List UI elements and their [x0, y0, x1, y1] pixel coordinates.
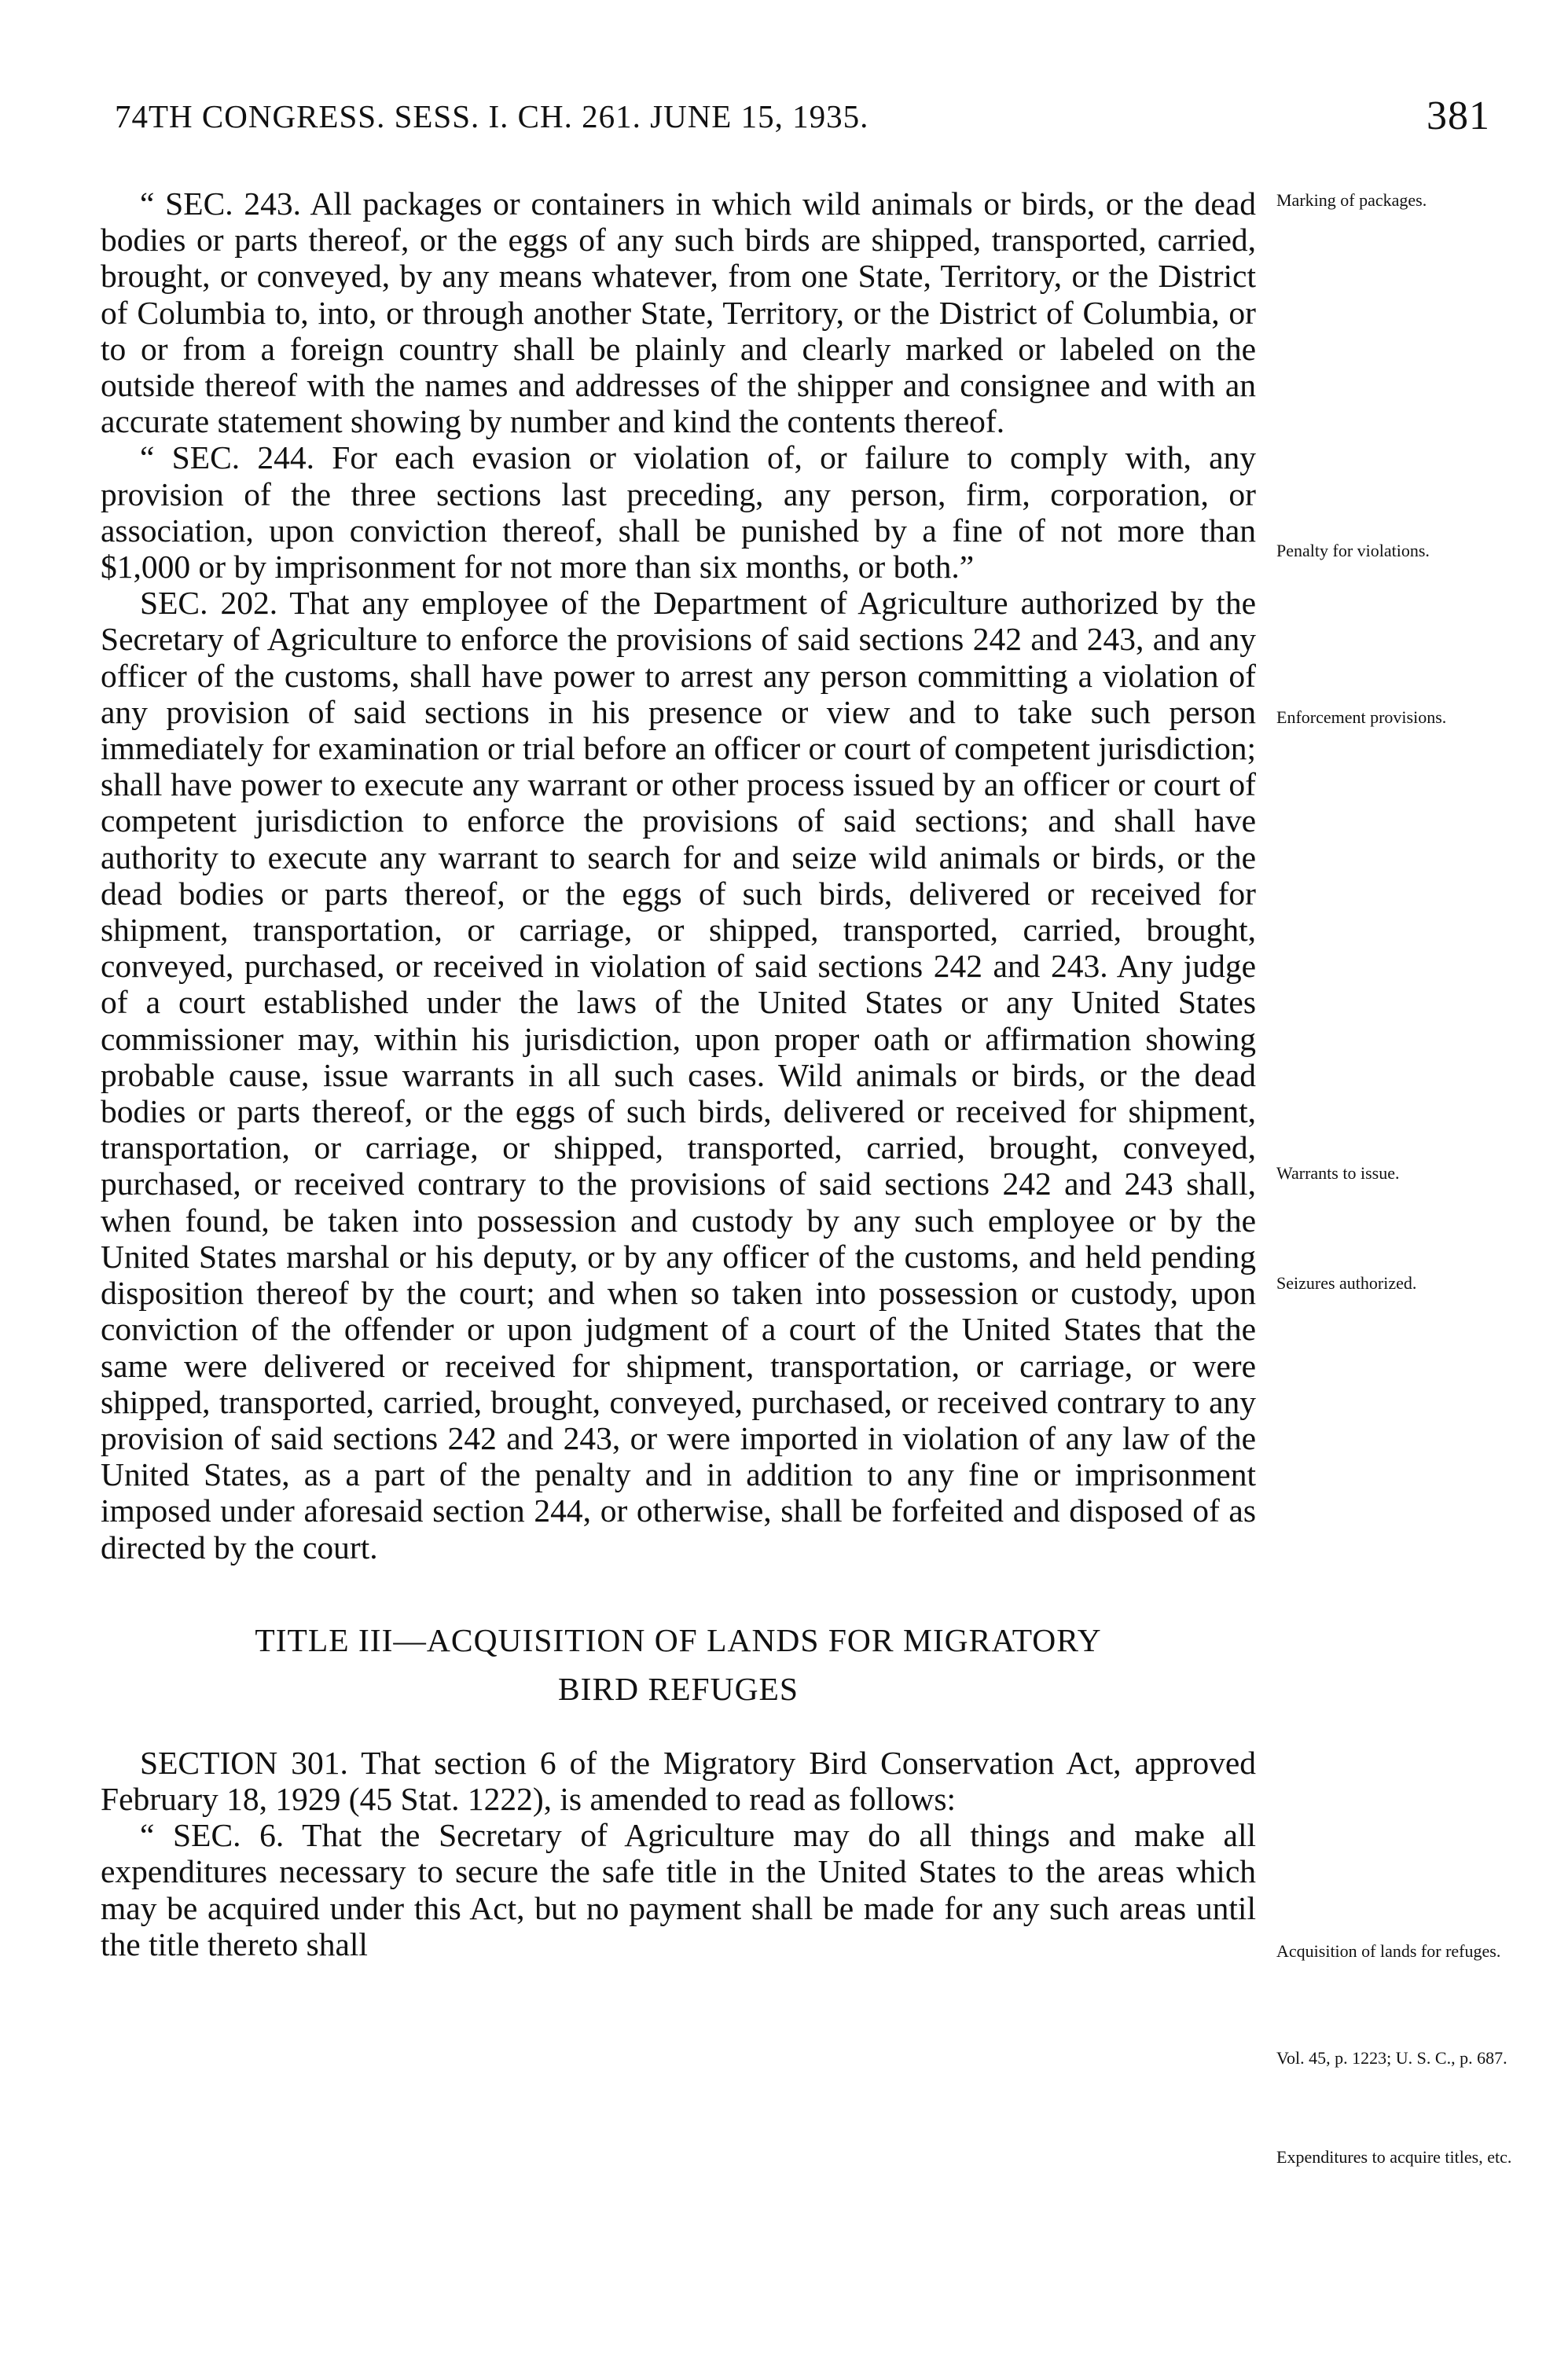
- paragraph-sec-202: SEC. 202. That any employee of the Department of Agriculture authorized by the Secretary of Agriculture to enforce the provisions of said sections 242 and 243, and any officer of the customs, shall have power to arrest any person committing a violation of any provision of said sections in his presence or view and to take such person immediately for examination or trial before an officer or court of competent jurisdiction; shall have power to execute any warrant or other process issued by an officer or court of competent jurisdiction to enforce the provisions of said sections; and shall have authority to execute any warrant to search for and seize wild animals or birds, or the dead bodies or parts thereof, or the eggs of such birds, delivered or received for shipment, transportation, or carriage, or shipped, transported, carried, brought, conveyed, purchased, or received in violation of said sections 242 and 243. Any judge of a court established under the laws of the United States or any United States commissioner may, within his jurisdiction, upon proper oath or affirmation showing probable cause, issue warrants in all such cases. Wild animals or birds, or the dead bodies or parts thereof, or the eggs of such birds, delivered or received for shipment, transportation, or carriage, or shipped, transported, carried, brought, conveyed, purchased, or received contrary to the provisions of said sections 242 and 243 shall, when found, be taken into possession and custody by any such employee or by the United States marshal or his deputy, or by any officer of the customs, and held pending disposition thereof by the court; and when so taken into possession or custody, upon conviction of the offender or upon judgment of a court of the United States that the same were delivered or received for shipment, transportation, or carriage, or were shipped, transported, carried, brought, conveyed, purchased, or received contrary to any provision of said sections 242 and 243, or were imported in violation of any law of the United States, as a part of the penalty and in addition to any fine or imprisonment imposed under aforesaid section 244, or otherwise, shall be forfeited and disposed of as directed by the court.: [101, 585, 1256, 1566]
- margin-note-acquisition: Acquisition of lands for refuges.: [1276, 1941, 1501, 1961]
- margin-note-penalty: Penalty for violations.: [1276, 541, 1430, 560]
- section-301-block: [101, 1745, 1256, 1962]
- title-line-1: TITLE III—ACQUISITION OF LANDS FOR MIGRATORY: [255, 1621, 1102, 1658]
- margin-note-seizures: Seizures authorized.: [1276, 1273, 1417, 1293]
- paragraph-section-301: SECTION 301. That section 6 of the Migratory Bird Conservation Act, approved February 18, 1929 (45 Stat. 1222), is amended to read as follows:: [101, 1744, 1256, 1817]
- margin-note-expenditures: Expenditures to acquire titles, etc.: [1276, 2147, 1512, 2167]
- body-text: [101, 185, 1256, 1962]
- margin-note-marking: Marking of packages.: [1276, 190, 1427, 210]
- page-number: 381: [1427, 94, 1490, 138]
- paragraph-sec-244: “ SEC. 244. For each evasion or violation of, or failure to comply with, any provision of the three sections last preceding, any person, firm, corporation, or association, upon conviction thereof, shall be punished by a fine of not more than $1,000 or by imprisonment for not more than six months, or both.”: [101, 439, 1256, 585]
- paragraph-sec-6: “ SEC. 6. That the Secretary of Agriculture may do all things and make all expenditures necessary to secure the safe title in the United States to the areas which may be acquired under this Act, but no payment shall be made for any such areas until the title thereto shall: [101, 1817, 1256, 1962]
- margin-note-citation: Vol. 45, p. 1223; U. S. C., p. 687.: [1276, 2048, 1507, 2068]
- running-head: 74TH CONGRESS. SESS. I. CH. 261. JUNE 15, 1935.: [115, 98, 869, 134]
- title-line-2: BIRD REFUGES: [557, 1670, 799, 1707]
- page-header: [115, 94, 1490, 148]
- margin-note-warrants: Warrants to issue.: [1276, 1163, 1400, 1183]
- margin-note-enforcement: Enforcement provisions.: [1276, 707, 1447, 727]
- title-heading: [101, 1616, 1256, 1713]
- paragraph-sec-243: “ SEC. 243. All packages or containers in which wild animals or birds, or the dead bodies or parts thereof, or the eggs of any such birds are shipped, transported, carried, brought, or conveyed, by any means whatever, from one State, Territory, or the District of Columbia to, into, or through another State, Territory, or the District of Columbia, or to or from a foreign country shall be plainly and clearly marked or labeled on the outside thereof with the names and addresses of the shipper and consignee and with an accurate statement showing by number and kind the contents thereof.: [101, 185, 1256, 440]
